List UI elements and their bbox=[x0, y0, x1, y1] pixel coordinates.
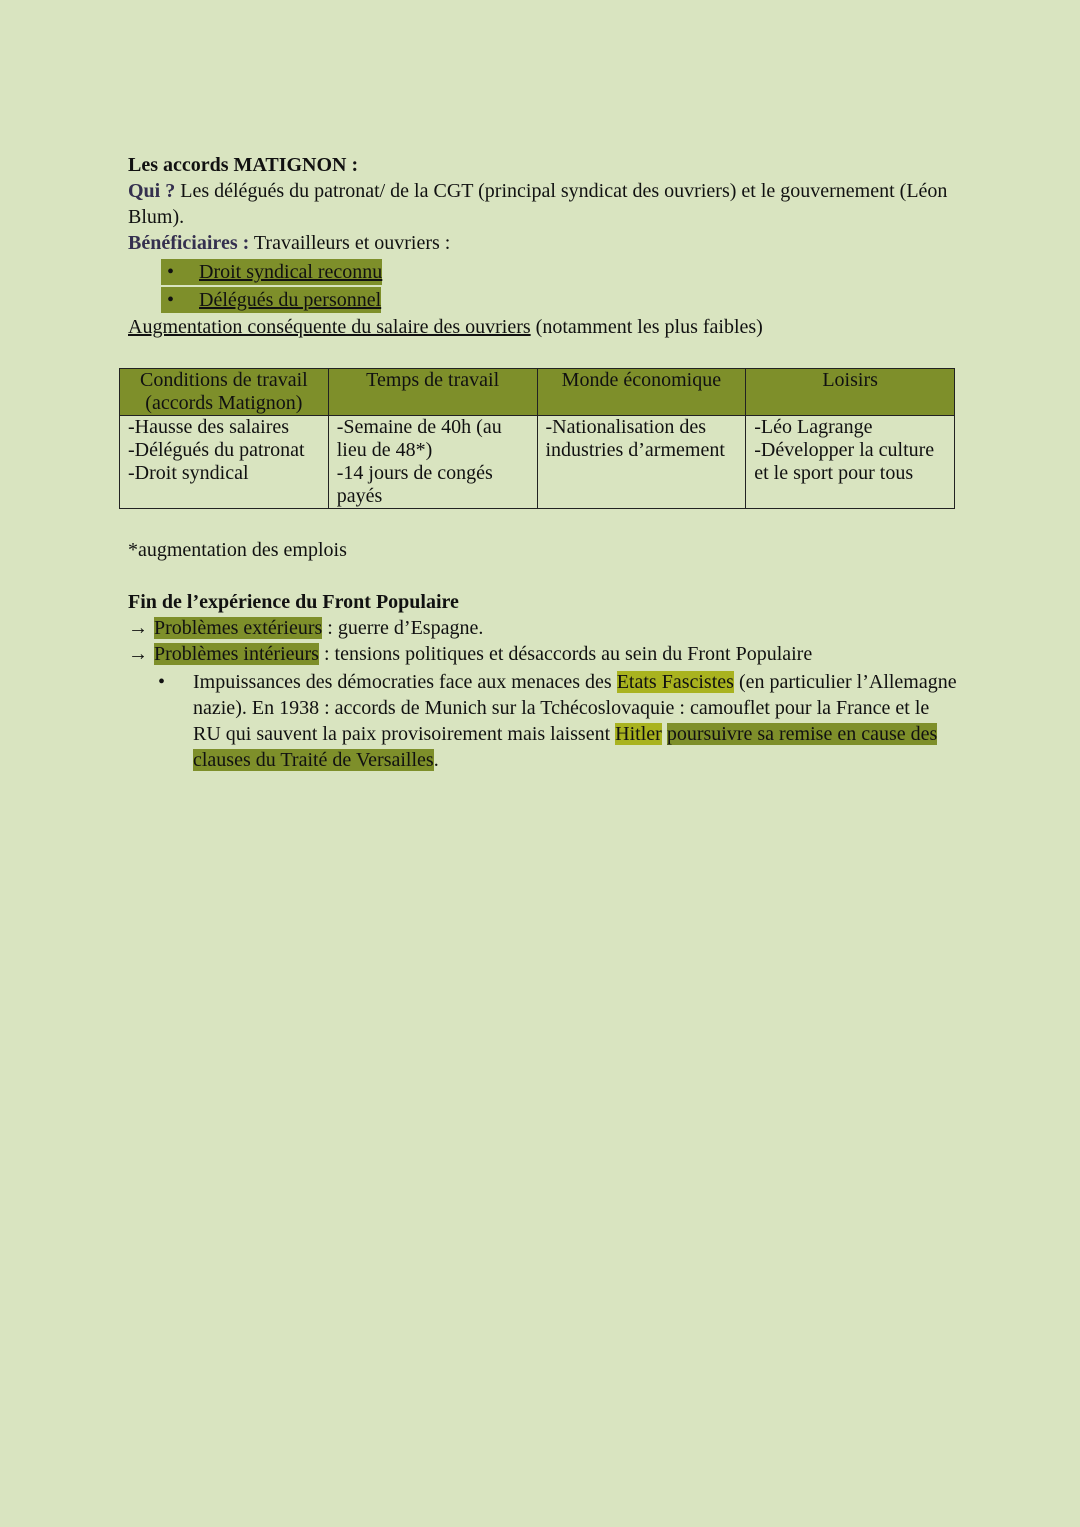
beneficiaries-paragraph bbox=[128, 230, 958, 256]
spacer bbox=[128, 563, 958, 589]
table-header-row bbox=[120, 369, 955, 416]
section-title-matignon: Les accords MATIGNON : bbox=[128, 154, 359, 176]
munich-text-b: (en particulier l’Allemagne nazie). En 1938 : accords de Munich sur la Tchécoslovaquie : camouflet pour la France et le RU qui sauvent la paix provisoirement mais laissent bbox=[193, 671, 957, 745]
munich-text-a: Impuissances des démocraties face aux menaces des bbox=[193, 671, 617, 693]
salary-rest: (notamment les plus faibles) bbox=[530, 316, 763, 338]
external-problems bbox=[128, 615, 958, 641]
list-item bbox=[161, 258, 958, 286]
table-header: Monde économique bbox=[537, 369, 746, 416]
bullet-icon: • bbox=[158, 671, 166, 693]
who-text: Les délégués du patronat/ de la CGT (principal syndicat des ouvriers) et le gouvernement (Léon Blum). bbox=[128, 180, 948, 228]
document-page bbox=[128, 152, 958, 773]
list-item bbox=[158, 669, 958, 773]
table-cell: -Hausse des salaires -Délégués du patronat -Droit syndical bbox=[120, 416, 329, 509]
beneficiaries-list bbox=[161, 258, 958, 314]
table-header: Loisirs bbox=[746, 369, 955, 416]
external-label: Problèmes extérieurs bbox=[154, 617, 323, 639]
arrow-icon: → bbox=[128, 643, 148, 665]
internal-text: : tensions politiques et désaccords au sein du Front Populaire bbox=[318, 643, 813, 665]
footnote: *augmentation des emplois bbox=[128, 539, 347, 561]
munich-text-end: . bbox=[433, 749, 439, 771]
internal-problems bbox=[128, 641, 958, 667]
summary-table bbox=[119, 368, 955, 509]
highlight-fascist-states: Etats Fascistes bbox=[616, 671, 734, 693]
table-cell: -Léo Lagrange -Développer la culture et le sport pour tous bbox=[746, 416, 955, 509]
section-title-front-populaire: Fin de l’expérience du Front Populaire bbox=[128, 591, 459, 613]
table-cell: -Nationalisation des industries d’armement bbox=[537, 416, 746, 509]
salary-underlined: Augmentation conséquente du salaire des ouvriers bbox=[128, 316, 531, 338]
table-header: Conditions de travail (accords Matignon) bbox=[120, 369, 329, 416]
arrow-icon: → bbox=[128, 617, 148, 639]
who-paragraph bbox=[128, 178, 958, 230]
list-item bbox=[161, 286, 958, 314]
external-text: : guerre d’Espagne. bbox=[322, 617, 484, 639]
highlight-versailles: poursuivre sa remise en cause des clauses du Traité de Versailles bbox=[193, 723, 938, 771]
salary-paragraph bbox=[128, 314, 958, 340]
beneficiaries-label: Bénéficiaires : bbox=[128, 232, 250, 254]
beneficiaries-text: Travailleurs et ouvriers : bbox=[249, 232, 451, 254]
bullet-icon: • bbox=[161, 287, 199, 313]
table-header: Temps de travail bbox=[328, 369, 537, 416]
bullet-text: Délégués du personnel bbox=[199, 289, 382, 311]
bullet-icon: • bbox=[161, 259, 199, 285]
table-row bbox=[120, 416, 955, 509]
munich-paragraph bbox=[193, 669, 958, 773]
who-label: Qui ? bbox=[128, 180, 176, 202]
internal-label: Problèmes intérieurs bbox=[154, 643, 319, 665]
table-cell: -Semaine de 40h (au lieu de 48*) -14 jours de congés payés bbox=[328, 416, 537, 509]
highlight-hitler: Hitler bbox=[615, 723, 662, 745]
bullet-text: Droit syndical reconnu bbox=[199, 261, 383, 283]
